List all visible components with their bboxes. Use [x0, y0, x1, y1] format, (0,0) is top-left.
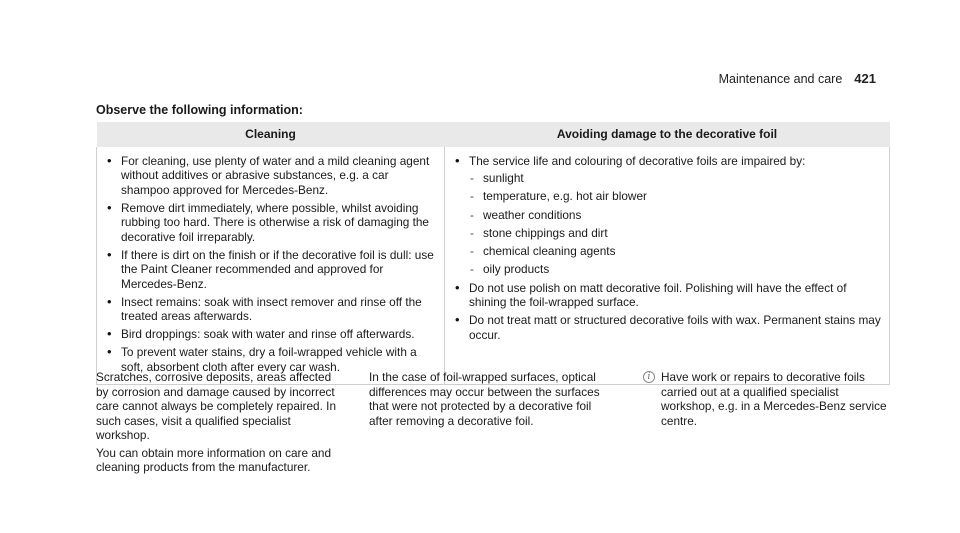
list-item: • Do not treat matt or structured decorative foils with wax. Permanent stains may occur. — [453, 313, 881, 342]
list-item: • Do not use polish on matt decorative foil. Polishing will have the effect of shining the foil-wrapped surface. — [453, 281, 881, 310]
impair-factors-list — [469, 171, 881, 277]
avoiding-damage-cell — [445, 147, 890, 385]
section-title: Maintenance and care — [718, 72, 843, 86]
list-item: • For cleaning, use plenty of water and a mild cleaning agent without additives or abrasive substances, e.g. a car shampoo approved for Mercedes-Benz. — [105, 154, 436, 198]
impair-intro: The service life and colouring of decorative foils are impaired by: — [469, 153, 806, 168]
table-header-row — [97, 122, 890, 147]
paragraph: In the case of foil-wrapped surfaces, optical differences may occur between the surfaces that were not protected by a decorative foil after removing a decorative foil. — [369, 370, 600, 428]
cleaning-list — [105, 154, 436, 375]
note-paragraph — [643, 370, 893, 428]
sub-list-item: - sunlight — [469, 171, 881, 186]
info-icon: i — [643, 371, 655, 383]
page-number: 421 — [854, 71, 876, 86]
paragraph: You can obtain more information on care and cleaning products from the manufacturer. — [96, 445, 331, 474]
paragraph: Scratches, corrosive deposits, areas affected by corrosion and damage caused by incorrect care cannot always be completely repaired. In such cases, visit a qualified specialist workshop. — [96, 370, 336, 442]
list-item: • To prevent water stains, dry a foil-wrapped vehicle with a soft, absorbent cloth after every car wash. — [105, 345, 436, 374]
list-item: • Insect remains: soak with insect remover and rinse off the treated areas afterwards. — [105, 295, 436, 324]
text-column-3 — [643, 370, 893, 431]
sub-list-item: - temperature, e.g. hot air blower — [469, 189, 881, 204]
header-avoiding-damage: Avoiding damage to the decorative foil — [445, 122, 890, 147]
table-row — [97, 147, 890, 385]
list-item: • Bird droppings: soak with water and rinse off afterwards. — [105, 327, 436, 342]
sub-list-item: - stone chippings and dirt — [469, 226, 881, 241]
list-item: • Remove dirt immediately, where possible, whilst avoiding rubbing too hard. There is otherwise a risk of damaging the decorative foil irreparably. — [105, 201, 436, 245]
list-item — [453, 154, 881, 277]
page-header — [719, 71, 876, 86]
note-text: Have work or repairs to decorative foils carried out at a qualified specialist workshop, e.g. in a Mercedes-Benz service centre. — [661, 370, 887, 428]
sub-list-item: - chemical cleaning agents — [469, 244, 881, 259]
cleaning-cell — [97, 147, 445, 385]
header-cleaning: Cleaning — [97, 122, 445, 147]
sub-list-item: - oily products — [469, 262, 881, 277]
list-item: • If there is dirt on the finish or if the decorative foil is dull: use the Paint Cleaner recommended and approved for Mercedes-Benz. — [105, 248, 436, 292]
text-column-2 — [369, 370, 614, 431]
avoiding-damage-list — [453, 154, 881, 343]
text-column-1 — [96, 370, 346, 478]
sub-list-item: - weather conditions — [469, 208, 881, 223]
intro-heading: Observe the following information: — [96, 103, 303, 117]
care-info-table — [96, 122, 890, 385]
